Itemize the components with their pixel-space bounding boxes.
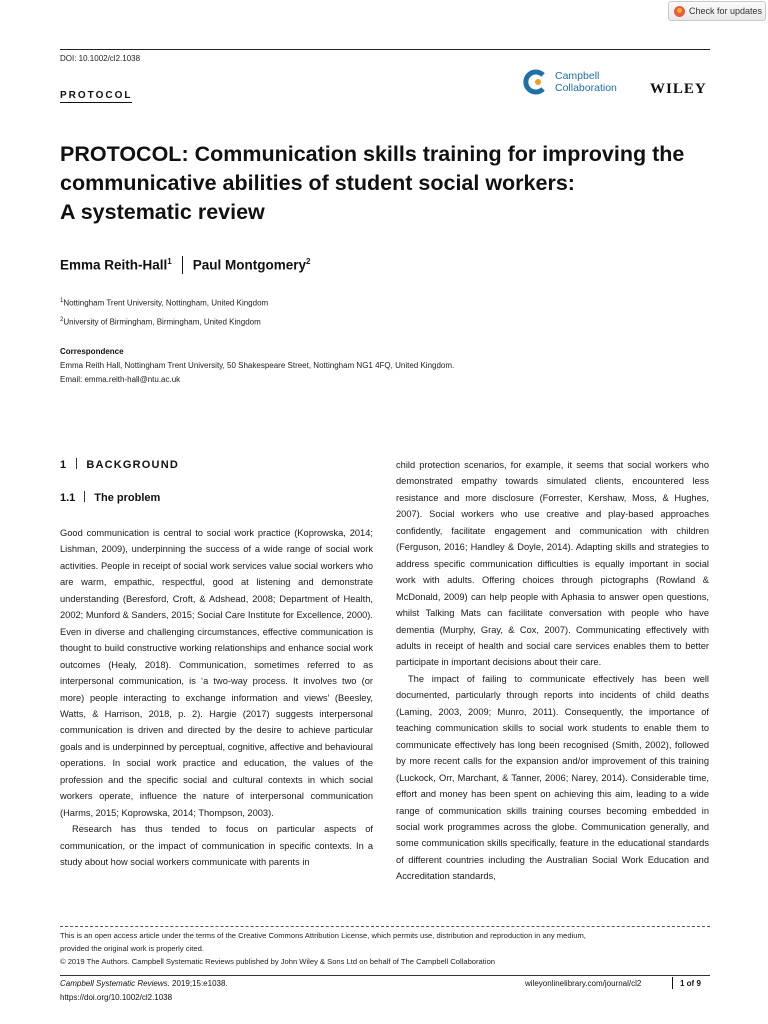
page-number: 1 of 9 — [680, 979, 701, 988]
author-1[interactable]: Emma Reith-Hall$^1$ — [60, 257, 172, 273]
page-separator — [672, 977, 673, 989]
campbell-c-icon — [521, 68, 549, 96]
author-separator — [182, 256, 183, 274]
correspondence-heading: Correspondence — [60, 347, 124, 356]
crossmark-icon — [674, 6, 685, 17]
check-for-updates-label: Check for updates — [689, 6, 763, 16]
campbell-logo — [521, 66, 633, 98]
doi-link[interactable]: https://doi.org/10.1002/cl2.1038 — [60, 993, 173, 1002]
correspondence-address: Emma Reith Hall, Nottingham Trent University, 50 Shakespeare Street, Nottingham NG1 4FQ, United Kingdom. — [60, 361, 455, 370]
title-line-1: PROTOCOL: Communication skills training for improving the — [60, 142, 685, 166]
affiliation-1: $^1$Nottingham Trent University, Nottingham, United Kingdom — [60, 298, 269, 308]
campbell-line1: Campbell — [555, 70, 600, 82]
subsection-heading-problem: 1.1 The problem — [60, 492, 161, 504]
campbell-wordmark — [555, 70, 617, 94]
affiliation-2: $^2$University of Birmingham, Birmingham, United Kingdom — [60, 317, 261, 327]
journal-site-link[interactable]: wileyonlinelibrary.com/journal/cl2 — [525, 979, 642, 988]
paragraph: The impact of failing to communicate effectively has been well documented, particularly through reports into incidents of child deaths (Laming, 2003, 2009; Munro, 2011). Consequently, the importance of teaching communication skills to social work students to enable them to communicate effectively has long been recognised (Smith, 2002), followed by more recent calls for the expansion and/or improvement of this training (Luckock, Orr, Marchant, & Tanner, 2006; Narey, 2014). Considerable time, effort and money has been spent on achieving this aim, leading to a wide range of communication skills training courses becoming embedded in social work programmes across the globe. Communication generally, and some communication skills specifically, feature in the educational standards of different countries including the Australian Social Work Education and Accreditation standards, — [396, 673, 709, 882]
campbell-line2: Collaboration — [555, 82, 617, 94]
article-title — [60, 140, 720, 227]
license-line-2: provided the original work is properly cited. — [60, 944, 204, 953]
header-rule — [60, 49, 710, 50]
doi-text: DOI: 10.1002/cl2.1038 — [60, 54, 141, 63]
footer-rule — [60, 975, 710, 976]
paragraph: Good communication is central to social work practice (Koprowska, 2014; Lishman, 2009), underpinning the success of a wide range of social work activities. People in receipt of social work services value social workers who are warm, empathic, respectful, good at listening and demonstrate understanding (Beresford, Croft, & Adshead, 2008; Department of Health, 2002; Munford & Sanders, 2015; Social Care Institute for Excellence, 2000). Even in diverse and challenging circumstances, effective communication is thought to build constructive working relationships and enhance social work outcomes (Healy, 2018). Communication, sometimes referred to as interpersonal communication, is ‘a two-way process. It involves two (or more) people interacting to exchange information and views’ (Beesley, Watts, & Harrison, 2018, p. 2). Hargie (2017) suggests interpersonal communication is driven and directed by the desire to achieve particular goals and is underpinned by perceptual, cognitive, affective and behavioural operations. In social work practice and education, the values of the profession and the specific social and cultural contexts in which social workers operate, influence the nature of interpersonal communication (Harms, 2015; Koprowska, 2014; Thompson, 2003). — [60, 528, 373, 818]
license-line-1: This is an open access article under the terms of the Creative Commons Attribution License, which permits use, distribution and reproduction in any medium, — [60, 931, 586, 940]
title-line-2: communicative abilities of student social workers: — [60, 171, 575, 195]
copyright-line: © 2019 The Authors. Campbell Systematic Reviews published by John Wiley & Sons Ltd on behalf of The Campbell Collaboration — [60, 957, 496, 966]
left-column-text — [60, 525, 373, 871]
section-heading-background: 1 BACKGROUND — [60, 459, 179, 471]
paragraph: child protection scenarios, for example, it seems that social workers who demonstrated empathy towards simulated clients, encountered less resistance and more disclosure (Forrester, Kershaw, Moss, & Hughes, 2007). Social workers who use creative and play-based approaches confidently, facilitate engagement and communication with children (Ferguson, 2016; Handley & Doyle, 2014). Adapting skills and strategies to address specific communication difficulties is equally important in social work with adults. Offering choices through pictographs (Rowland & McDonald, 2009) can help people with Aphasia to answer open questions, whilst Talking Mats can facilitate conversation with people who have dementia (Murphy, Gray, & Cox, 2007). Communicating effectively with adults in receipt of health and social care services enables them to better participate in important decisions about their care. — [396, 460, 709, 668]
title-line-3: A systematic review — [60, 200, 265, 224]
correspondence-email[interactable]: Email: emma.reith-hall@ntu.ac.uk — [60, 375, 181, 384]
footnote-rule — [60, 926, 710, 927]
wiley-logo: WILEY — [650, 81, 707, 97]
right-column-text — [396, 457, 709, 885]
section-label: PROTOCOL — [60, 90, 133, 101]
check-for-updates-button[interactable] — [668, 1, 766, 21]
author-list — [60, 256, 310, 274]
journal-citation: Campbell Systematic Reviews. 2019;15:e1038. — [60, 979, 228, 988]
author-2[interactable]: Paul Montgomery$^2$ — [192, 257, 311, 273]
paragraph: Research has thus tended to focus on particular aspects of communication, or the impact of communication in specific contexts. In a study about how social workers communicate with parents in — [60, 824, 373, 868]
